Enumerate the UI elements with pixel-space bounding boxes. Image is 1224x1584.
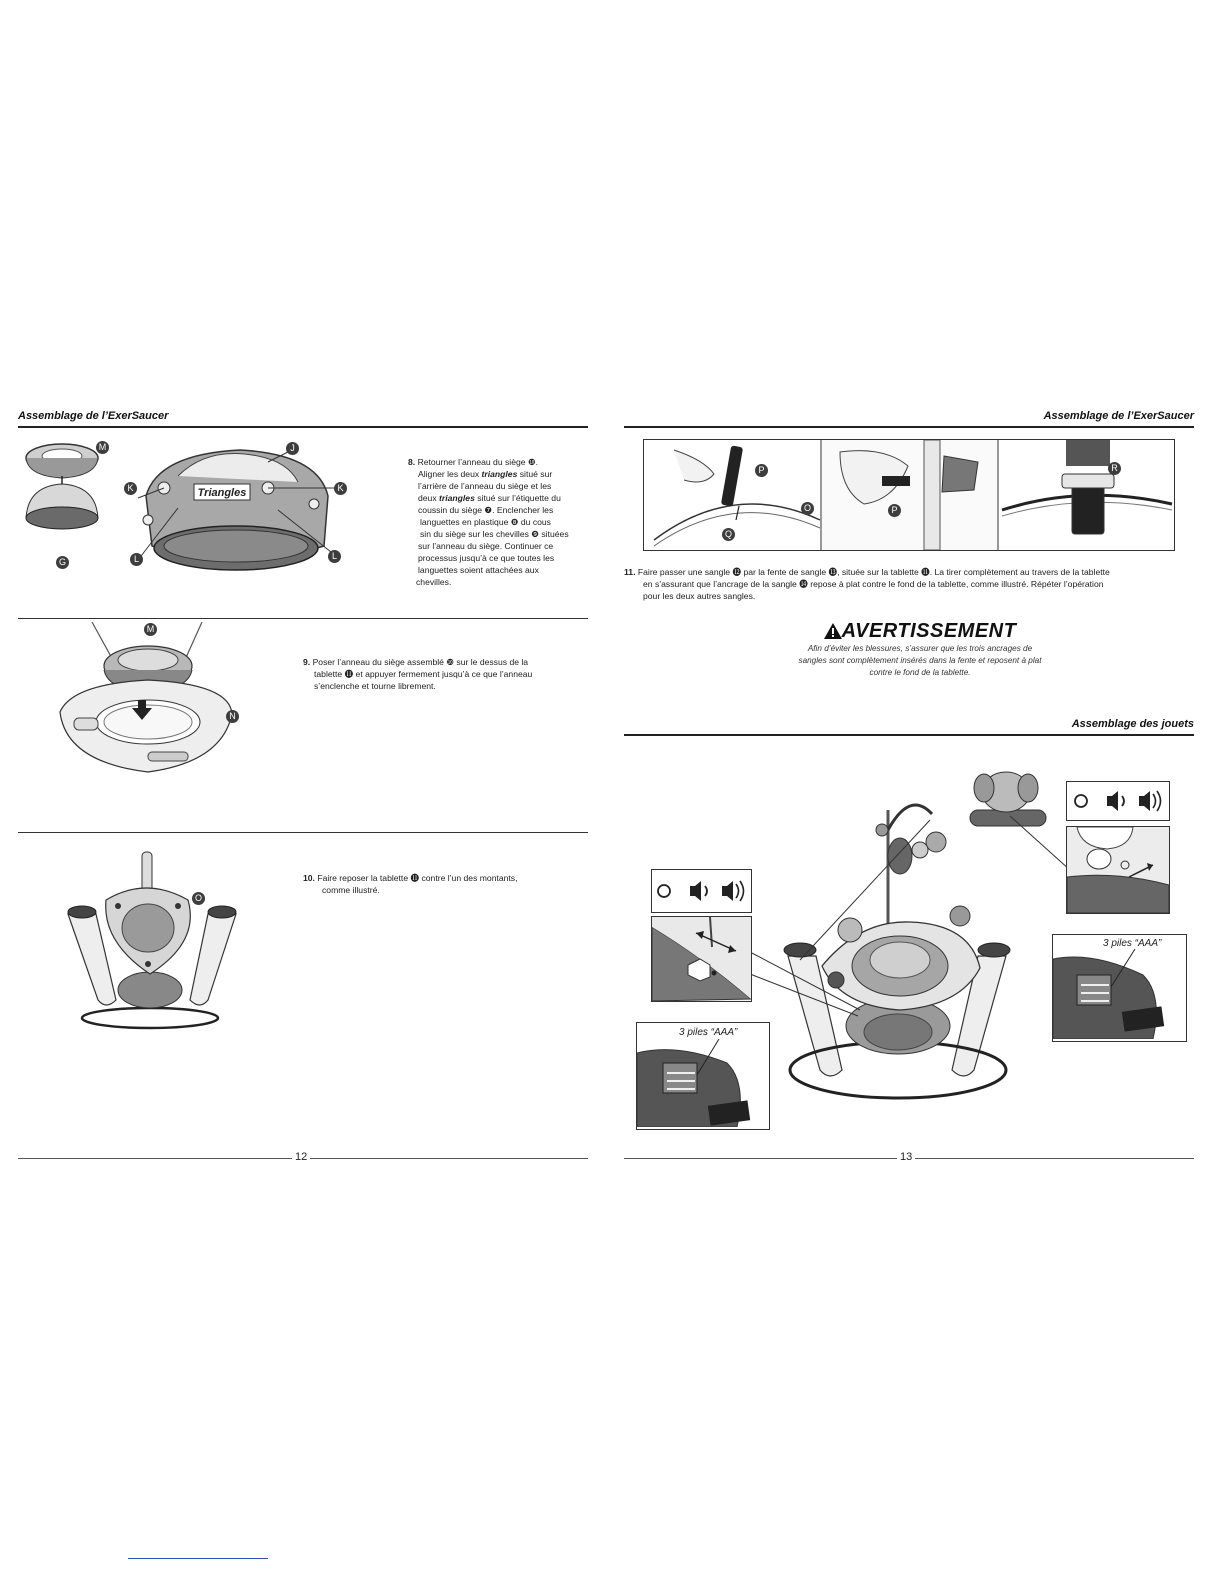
label-K: K (124, 482, 137, 495)
label-J: J (286, 442, 299, 455)
warning-title: AVERTISSEMENT (841, 620, 1017, 642)
figure-step11 (643, 439, 1175, 551)
battery-detail-right (1052, 934, 1187, 1042)
figure-step8 (18, 436, 358, 576)
step9-text: 9. Poser l’anneau du siège assemblé ❿ sur le dessus de la tablette ⓫ et appuyer fermement jusqu’à ce que l’anneau s’enclenche et tourne librement. (303, 657, 533, 691)
figure-step10 (58, 850, 248, 1032)
step10-text: 10. Faire reposer la tablette ⓫ contre l’un des montants, comme illustré. (303, 873, 518, 895)
warning-triangle-icon (824, 623, 842, 639)
label-L: L (130, 553, 143, 566)
warning-text: Afin d’éviter les blessures, s’assurer que les trois ancrages de sangles sont complètement insérés dans la fente et reposent à plat contre le fond de la tablette. (798, 644, 1042, 677)
toys-header: Assemblage des jouets (1071, 718, 1194, 730)
figure-step9 (52, 622, 252, 782)
label-K: K (334, 482, 347, 495)
divider-9-10 (18, 832, 588, 833)
switch-detail-left (651, 916, 752, 1002)
right-page-header: Assemblage de l’ExerSaucer (1043, 410, 1194, 422)
left-header-rule (18, 426, 588, 428)
label-G: G (56, 556, 69, 569)
label-M: M (96, 441, 109, 454)
battery-label-left: 3 piles “AAA” (679, 1027, 738, 1038)
left-page-header: Assemblage de l’ExerSaucer (18, 410, 169, 422)
page-number-left: 12 (292, 1151, 310, 1163)
switch-detail-right (1066, 826, 1170, 914)
battery-label-right: 3 piles “AAA” (1103, 938, 1162, 949)
label-N: N (226, 710, 239, 723)
battery-detail-left (636, 1022, 770, 1130)
label-L: L (328, 550, 341, 563)
label-O: O (192, 892, 205, 905)
triangles-label: Triangles (197, 487, 247, 499)
label-P: P (888, 504, 901, 517)
step11-text: 11. Faire passer une sangle ⓬ par la fente de sangle ⓭, située sur la tablette ⓫. La tirer complètement au travers de la tablette en s’assurant que l’ancrage de la sangle ⓮ repose à plat contre le fond de la tablette, comme illustré. Répéter l’opération pour les deux autres sangles. (624, 567, 1110, 601)
label-R: R (1108, 462, 1121, 475)
label-M: M (144, 623, 157, 636)
label-Q: Q (722, 528, 735, 541)
right-header-rule (624, 426, 1194, 428)
page-number-right: 13 (897, 1151, 915, 1163)
sound-selector-right (1066, 781, 1170, 821)
label-O: O (801, 502, 814, 515)
warning-block (740, 620, 1100, 679)
label-P: P (755, 464, 768, 477)
step8-text: 8. Retourner l’anneau du siège ❿. Aligner les deux triangles situé sur l’arrière de l’anneau du siège et les deux triangles situé sur l’étiquette du coussin du siège ❼. Enclencher les languettes en plastique ❽ du cous sin du siège sur les chevilles ❾ situées sur l’anneau du siège. Continuer ce processus jusqu’à ce que toutes les languettes soient attachées aux chevilles. (408, 457, 569, 587)
divider-8-9 (18, 618, 588, 619)
toys-header-rule (624, 734, 1194, 736)
sound-selector-left (651, 869, 752, 913)
footer-link-underline (128, 1558, 268, 1559)
